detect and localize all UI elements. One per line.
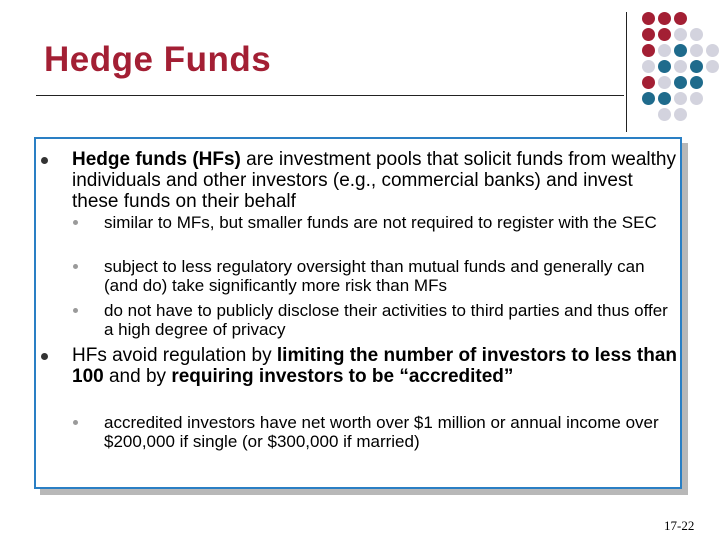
bullet-text: and by [103, 366, 172, 387]
bullet-item [72, 149, 682, 212]
sub-bullet-item [104, 257, 674, 295]
bullet-text-bold: Hedge funds (HFs) [72, 149, 241, 170]
decor-dot [642, 76, 655, 89]
decor-dot [674, 44, 687, 57]
bullet-text: HFs avoid regulation by [72, 345, 277, 366]
decor-dot [674, 28, 687, 41]
decor-dot [706, 60, 719, 73]
page-number: 17-22 [664, 518, 695, 533]
decor-dot [674, 60, 687, 73]
bullet-dot [41, 353, 48, 360]
sub-bullet-dot [73, 220, 78, 225]
bullet-text: are investment pools that solicit funds from wealthy individuals and other investors (e.g., commercial banks) and invest these funds on their behalf [72, 149, 676, 212]
decor-dot [674, 12, 687, 25]
sub-bullet-text: do not have to publicly disclose their activities to third parties and thus offer a high degree of privacy [104, 301, 668, 339]
sub-bullet-text: subject to less regulatory oversight than mutual funds and generally can (and do) take significantly more risk than MFs [104, 257, 645, 295]
decor-dot [658, 44, 671, 57]
sub-bullet-text: accredited investors have net worth over $1 million or annual income over $200,000 if single (or $300,000 if married) [104, 413, 659, 451]
bullet-text-bold: requiring investors to be “accredited” [171, 366, 514, 387]
decor-dot [658, 28, 671, 41]
decor-dot [690, 28, 703, 41]
decor-dot [690, 60, 703, 73]
decor-dot [658, 12, 671, 25]
sub-bullet-item [104, 413, 674, 451]
sub-bullet-item [104, 213, 674, 232]
slide-title: Hedge Funds [44, 40, 272, 79]
content-panel [34, 137, 682, 489]
decor-dot [658, 60, 671, 73]
decor-dot [658, 76, 671, 89]
sub-bullet-dot [73, 420, 78, 425]
bullet-item [72, 345, 682, 387]
decor-dot [658, 108, 671, 121]
decor-dot [690, 92, 703, 105]
sub-bullet-dot [73, 264, 78, 269]
sub-bullet-item [104, 301, 674, 339]
title-divider-vertical [626, 12, 627, 132]
sub-bullet-text: similar to MFs, but smaller funds are not required to register with the SEC [104, 213, 657, 232]
decor-dot [642, 28, 655, 41]
decor-dot [642, 44, 655, 57]
decor-dot [642, 92, 655, 105]
decor-dot [642, 60, 655, 73]
title-divider-horizontal [36, 95, 624, 96]
decor-dot [706, 44, 719, 57]
decor-dot [642, 12, 655, 25]
decor-dot [690, 76, 703, 89]
decor-dot [690, 44, 703, 57]
sub-bullet-dot [73, 308, 78, 313]
bullet-text-bold: limiting the number of investors to less than 100 [72, 345, 677, 387]
bullet-dot [41, 157, 48, 164]
decor-dot [674, 76, 687, 89]
decor-dot [674, 108, 687, 121]
decor-dot [658, 92, 671, 105]
decor-dot [674, 92, 687, 105]
